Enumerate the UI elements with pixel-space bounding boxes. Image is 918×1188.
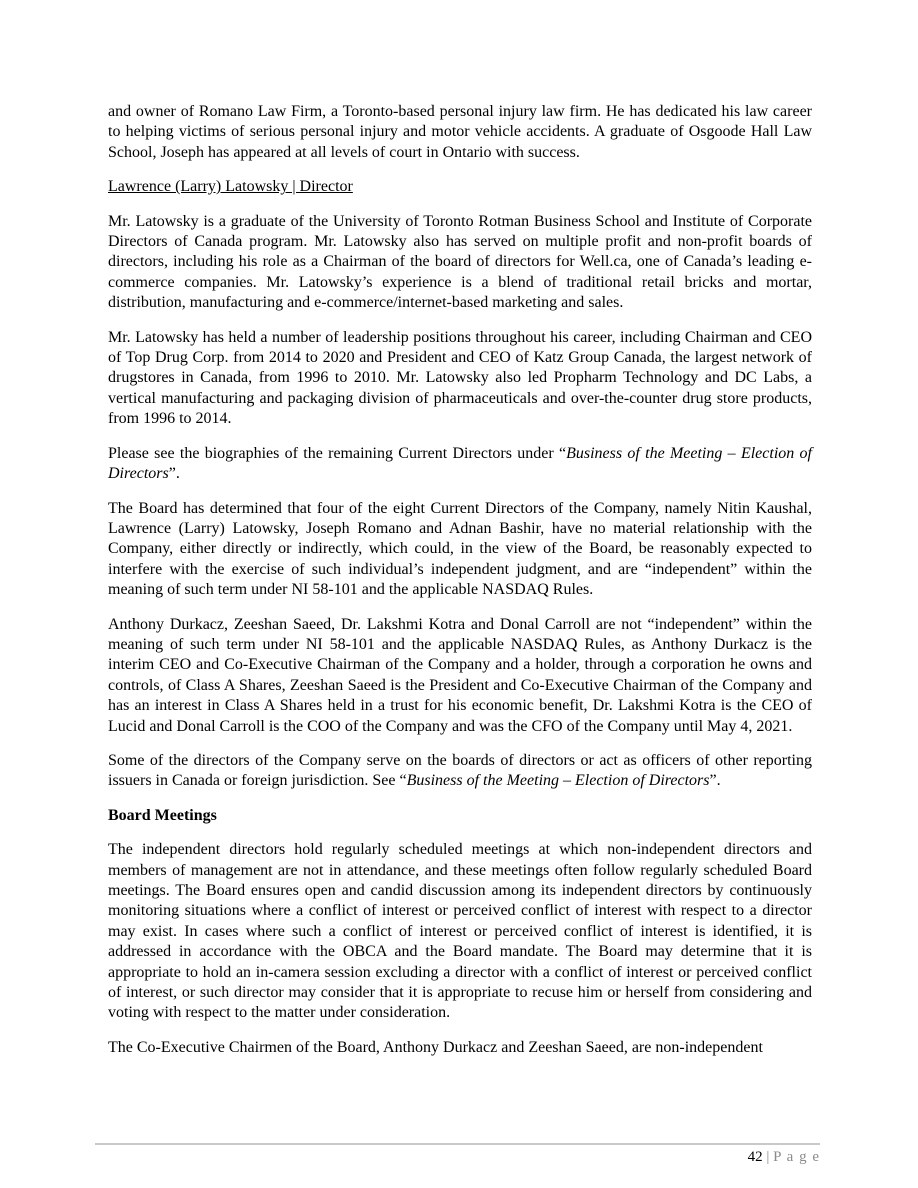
paragraph-board-meetings-detail: The independent directors hold regularly scheduled meetings at which non-independent directors and members of management are not in attendance, and these meetings often follow regularly scheduled Board meetings. The Board ensures open and candid discussion among its independent directors by continuously monitoring situations where a conflict of interest or perceived conflict of interest with respect to a director may exist. In cases where such a conflict of interest or perceived conflict of interest is identified, it is addressed in accordance with the OBCA and the Board mandate. The Board may determine that it is appropriate to hold an in-camera session excluding a director with a conflict of interest or perceived conflict of interest, or such director may consider that it is appropriate to recuse him or herself from considering and voting with respect to the matter under consideration. xyxy=(108,841,812,1022)
page-footer xyxy=(95,1143,820,1166)
paragraph-co-executive-chairmen: The Co-Executive Chairmen of the Board, Anthony Durkacz and Zeeshan Saeed, are non-independent xyxy=(108,1038,763,1056)
paragraph-latowsky-career: Mr. Latowsky has held a number of leadership positions throughout his career, including Chairman and CEO of Top Drug Corp. from 2014 to 2020 and President and CEO of Katz Group Canada, the largest network of drugstores in Canada, from 1996 to 2010. Mr. Latowsky also led Propharm Technology and DC Labs, a vertical manufacturing and packaging division of pharmaceuticals and over-the-counter drug store products, from 1996 to 2014. xyxy=(108,328,812,428)
paragraph-see-biographies: Please see the biographies of the remaining Current Directors under “Business of the Meeting – Election of Directors”. xyxy=(108,444,813,483)
page-number-value: 42 xyxy=(747,1149,763,1165)
heading-latowsky-director: Lawrence (Larry) Latowsky | Director xyxy=(108,178,353,196)
heading-board-meetings: Board Meetings xyxy=(108,806,217,824)
paragraph-other-reporting-issuers: Some of the directors of the Company serve on the boards of directors or act as officers of other reporting issuers in Canada or foreign jurisdiction. See “Business of the Meeting – Election of Directors”. xyxy=(108,751,812,790)
paragraph-romano-bio: and owner of Romano Law Firm, a Toronto-based personal injury law firm. He has dedicated his law career to helping victims of serious personal injury and motor vehicle accidents. A graduate of Osgoode Hall Law School, Joseph has appeared at all levels of court in Ontario with success. xyxy=(108,103,812,161)
page-number-separator: | xyxy=(766,1149,770,1165)
page-label: P a g e xyxy=(773,1149,820,1165)
document-body xyxy=(108,102,812,1072)
paragraph-independent-directors: The Board has determined that four of the eight Current Directors of the Company, namely Nitin Kaushal, Lawrence (Larry) Latowsky, Joseph Romano and Adnan Bashir, have no material relationship with the Company, either directly or indirectly, which could, in the view of the Board, be reasonably expected to interfere with the exercise of such individual’s independent judgment, and are “independent” within the meaning of such term under NI 58-101 and the applicable NASDAQ Rules. xyxy=(108,499,812,599)
paragraph-non-independent-directors: Anthony Durkacz, Zeeshan Saeed, Dr. Lakshmi Kotra and Donal Carroll are not “independent” within the meaning of such term under NI 58-101 and the applicable NASDAQ Rules, as Anthony Durkacz is the interim CEO and Co-Executive Chairman of the Company and a holder, through a corporation he owns and controls, of Class A Shares, Zeeshan Saeed is the President and Co-Executive Chairman of the Company and has an interest in Class A Shares held in a trust for his economic benefit, Dr. Lakshmi Kotra is the CEO of Lucid and Donal Carroll is the COO of the Company and was the CFO of the Company until May 4, 2021. xyxy=(108,615,812,735)
paragraph-latowsky-education: Mr. Latowsky is a graduate of the University of Toronto Rotman Business School and Institute of Corporate Directors of Canada program. Mr. Latowsky also has served on multiple profit and non-profit boards of directors, including his role as a Chairman of the board of directors for Well.ca, one of Canada’s leading e-commerce companies. Mr. Latowsky’s experience is a blend of traditional retail bricks and mortar, distribution, manufacturing and e-commerce/internet-based marketing and sales. xyxy=(108,212,812,312)
page-number xyxy=(95,1145,820,1166)
